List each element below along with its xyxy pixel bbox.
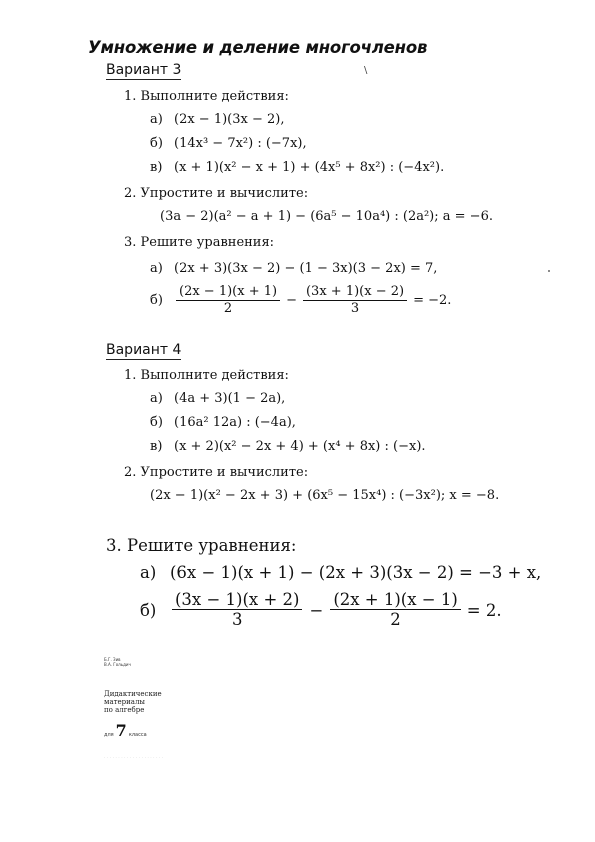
stray-dot (548, 270, 550, 272)
v3-task1-item-c (150, 160, 444, 175)
fraction-1 (176, 285, 280, 317)
v4-task3-heading: 3. Решите уравнения: (106, 536, 297, 555)
cover-author: В.А. Гольдич (104, 662, 131, 667)
numerator: (2x − 1)(x + 1) (176, 285, 280, 301)
item-marker: а) (150, 391, 163, 406)
cover-title (104, 690, 162, 714)
cover-grade-prefix: для (104, 732, 114, 738)
v3-task3-item-a (150, 261, 437, 276)
cover-grade (104, 721, 147, 740)
v4-task1-item-c (150, 439, 426, 454)
item-marker: б) (140, 601, 157, 621)
expression: (4a + 3)(1 − 2a), (174, 391, 286, 406)
expression: (x + 2)(x² − 2x + 4) + (x⁴ + 8x) : (−x). (174, 439, 426, 454)
cover-title-line: по алгебре (104, 706, 145, 714)
equation: (6x − 1)(x + 1) − (2x + 3)(3x − 2) = −3 + x, (170, 563, 542, 582)
item-marker: а) (140, 563, 157, 582)
v4-task1-item-b (150, 415, 296, 430)
item-marker: в) (150, 439, 163, 454)
operator: − (286, 293, 297, 309)
cover-title-line: Дидактические (104, 690, 162, 698)
variant-4-heading: Вариант 4 (106, 342, 182, 358)
right-hand-side: = 2. (466, 601, 502, 621)
v4-task1-item-a (150, 391, 285, 406)
v3-task3-item-b (150, 285, 451, 317)
stray-mark: \ (364, 65, 368, 76)
item-marker: б) (150, 136, 163, 151)
item-marker: в) (150, 160, 163, 175)
numerator: (2x + 1)(x − 1) (330, 591, 460, 610)
fraction-2 (330, 591, 460, 630)
fraction-1 (172, 591, 302, 630)
v3-task3-heading: 3. Решите уравнения: (124, 235, 275, 250)
v3-task2-heading: 2. Упростите и вычислите: (124, 186, 309, 201)
numerator: (3x + 1)(x − 2) (303, 285, 407, 301)
expression: (16a² 12a) : (−4a), (174, 415, 296, 430)
v4-task3-item-a (140, 563, 541, 582)
expression: (x + 1)(x² − x + 1) + (4x⁵ + 8x²) : (−4x²). (174, 160, 445, 175)
variant-3-heading: Вариант 3 (106, 62, 182, 78)
expression: (14x³ − 7x²) : (−7x), (174, 136, 307, 151)
denominator: 2 (390, 610, 401, 630)
v3-task1-item-a (150, 112, 284, 127)
cover-grade-number: 7 (115, 721, 127, 740)
cover-title-line: материалы (104, 698, 145, 706)
v3-task2-expression: (3a − 2)(a² − a + 1) − (6a⁵ − 10a⁴) : (2a²); a = −6. (160, 209, 493, 224)
denominator: 3 (350, 300, 360, 316)
equation: (2x + 3)(3x − 2) − (1 − 3x)(3 − 2x) = 7, (174, 261, 438, 276)
book-cover-thumbnail (104, 657, 192, 765)
v4-task3-item-b (140, 591, 502, 630)
denominator: 3 (231, 610, 243, 630)
right-hand-side: = −2. (413, 293, 452, 309)
v4-task2-expression: (2x − 1)(x² − 2x + 3) + (6x⁵ − 15x⁴) : (−3x²); x = −8. (150, 488, 500, 503)
v3-task1-heading: 1. Выполните действия: (124, 89, 289, 104)
expression: (2x − 1)(3x − 2), (174, 112, 285, 127)
cover-author: Б.Г. Зив (104, 657, 121, 662)
denominator: 2 (223, 300, 233, 316)
v4-task2-heading: 2. Упростите и вычислите: (124, 465, 309, 480)
v3-task1-item-b (150, 136, 307, 151)
cover-grade-suffix: класса (128, 732, 147, 738)
v4-task1-heading: 1. Выполните действия: (124, 368, 289, 383)
item-marker: а) (150, 112, 163, 127)
item-marker: а) (150, 261, 163, 276)
item-marker: б) (150, 293, 163, 309)
cover-footer: · · · · · · · · · · · · · · · · · · · · · (104, 755, 164, 759)
page-title: Умножение и деление многочленов (88, 38, 428, 57)
item-marker: б) (150, 415, 163, 430)
fraction-2 (303, 285, 407, 317)
operator: − (309, 601, 324, 621)
numerator: (3x − 1)(x + 2) (172, 591, 302, 610)
